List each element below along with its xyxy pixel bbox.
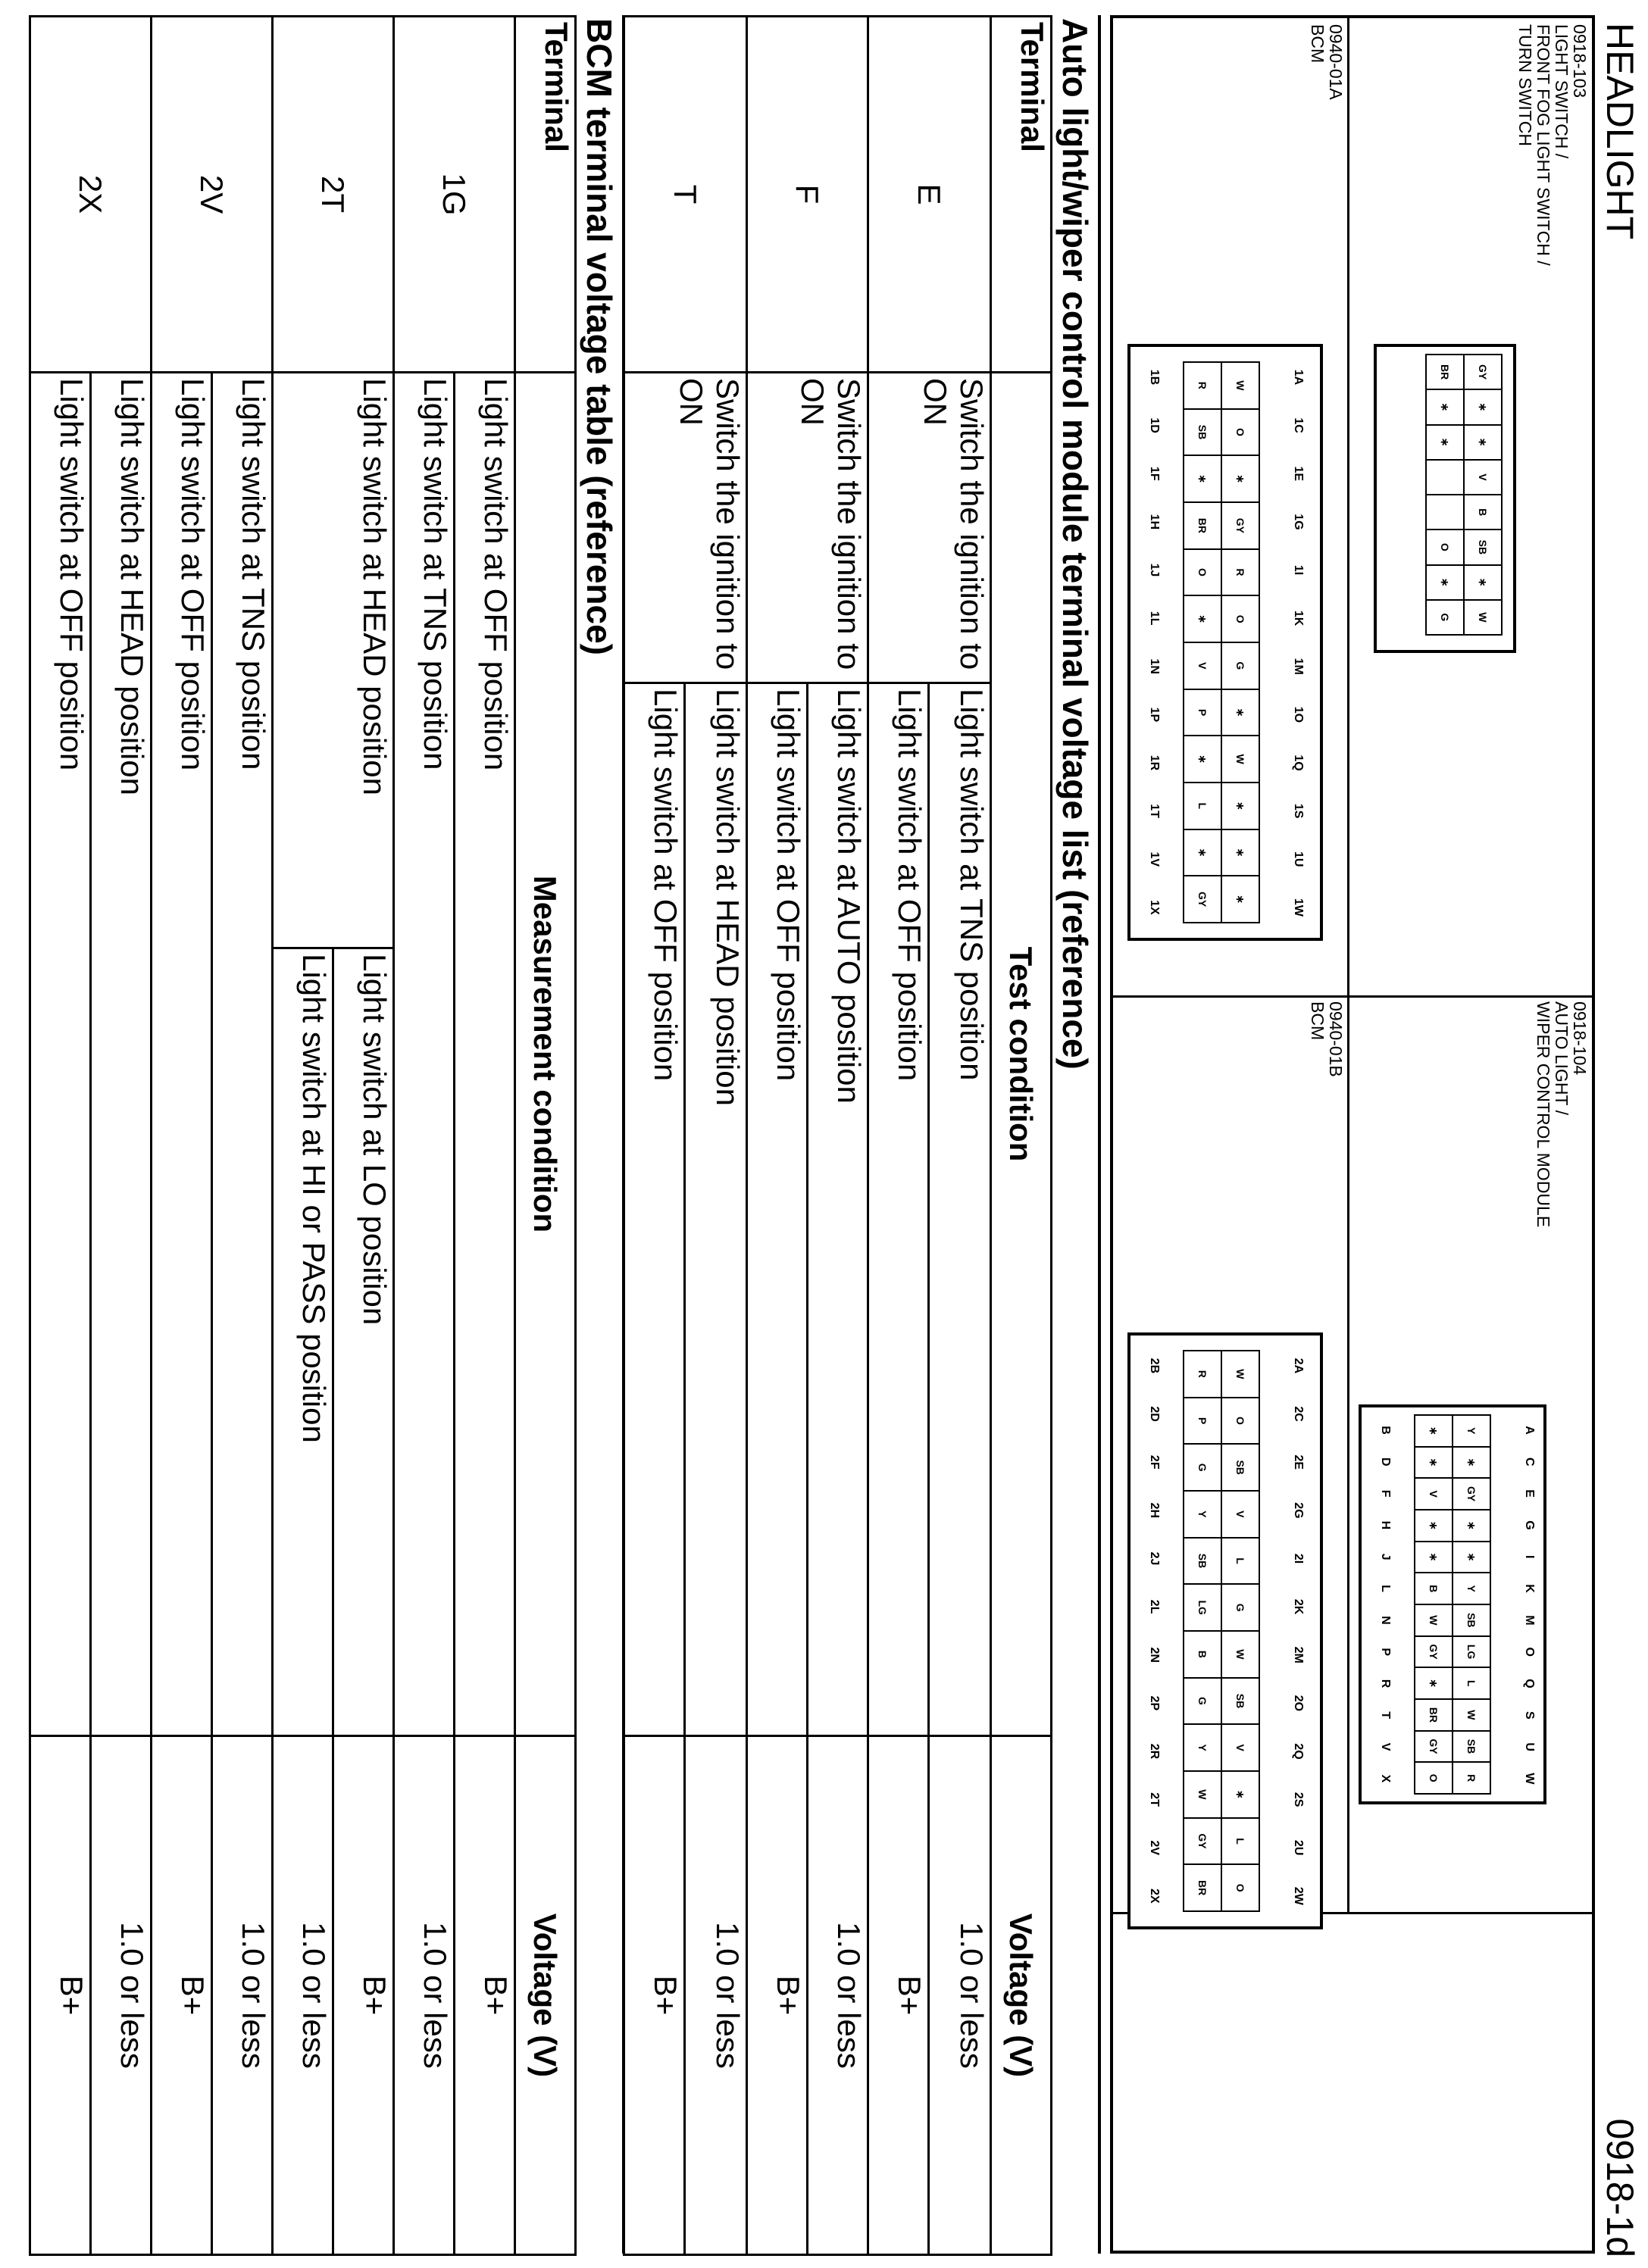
terminal-cavity: ∗	[1183, 735, 1222, 783]
terminal-cavity: V	[1221, 1723, 1260, 1772]
terminal-cavity: Y	[1183, 1723, 1222, 1772]
terminal-cavity: ∗	[1221, 829, 1260, 877]
terminal-cavity: P	[1183, 1397, 1222, 1445]
terminal-cavity: W	[1221, 735, 1260, 783]
terminal-cavity: ∗	[1183, 829, 1222, 877]
auto-light-table	[623, 15, 1052, 2256]
table-row	[333, 17, 394, 2255]
terminal-cavity: ∗	[1463, 424, 1503, 461]
terminal-cavity: P	[1183, 689, 1222, 737]
auto-light-section	[623, 15, 1101, 2254]
terminal-cavity: SB	[1183, 408, 1222, 457]
connector-label-auto-light: 0918-104 AUTO LIGHT / WIPER CONTROL MODULE	[1534, 1001, 1590, 1228]
terminal-cavity: BR	[1183, 1863, 1222, 1912]
terminal-cavity: ∗	[1183, 595, 1222, 643]
terminal-cavity: R	[1183, 1350, 1222, 1398]
bcm-table	[29, 15, 577, 2256]
table-row	[455, 17, 515, 2255]
connector-label-bcm-a: 0940-01A BCM	[1308, 24, 1346, 100]
panel-divider	[1347, 18, 1349, 1912]
condition-cell: Light switch at LO position	[333, 948, 394, 1736]
connector-light-switch	[1374, 344, 1516, 653]
terminal-cavity: V	[1414, 1477, 1453, 1510]
column-header-voltage: Voltage (V)	[991, 1736, 1052, 2255]
voltage-cell: B+	[152, 1736, 212, 2255]
terminal-cavity: SB	[1183, 1537, 1222, 1585]
table-header-row	[515, 17, 576, 2255]
terminal-cavity: ∗	[1425, 564, 1465, 601]
terminal-cavity: ∗	[1414, 1509, 1453, 1542]
voltage-cell: B+	[30, 1736, 91, 2255]
terminal-cavity: ∗	[1463, 389, 1503, 425]
terminal-cavity: GY	[1452, 1477, 1491, 1510]
voltage-cell: 1.0 or less	[273, 1736, 333, 2255]
voltage-cell: 1.0 or less	[91, 1736, 152, 2255]
condition-cell: Light switch at HEAD position	[273, 373, 394, 948]
terminal-cavity: L	[1452, 1667, 1491, 1700]
terminal-cavity: L	[1221, 1537, 1260, 1585]
terminal-cavity: O	[1414, 1761, 1453, 1795]
condition-cell: Switch the ignition to ON	[868, 373, 991, 683]
terminal-cavity: ∗	[1414, 1667, 1453, 1700]
bcm-section	[29, 15, 625, 2254]
condition-cell: Light switch at OFF position	[30, 373, 91, 1736]
connector-bcm-a	[1127, 344, 1323, 941]
terminal-cavity: ∗	[1414, 1541, 1453, 1574]
terminal-cavity: ∗	[1425, 424, 1465, 461]
condition-cell: Light switch at HEAD position	[685, 683, 747, 1736]
terminal-cavity: O	[1221, 1863, 1260, 1912]
pin-row-top: A C E G I K M O Q S U W	[1523, 1426, 1536, 1785]
terminal-cavity: W	[1221, 1350, 1260, 1398]
terminal-grid	[1184, 1351, 1259, 1911]
terminal-cavity: ∗	[1221, 1770, 1260, 1819]
section-title: Auto light/wiper control module terminal voltage list (reference)	[1052, 15, 1101, 2254]
page-code: 0918-1d	[1599, 2118, 1641, 2257]
terminal-cavity: LG	[1183, 1583, 1222, 1632]
terminal-cavity: SB	[1452, 1730, 1491, 1763]
terminal-cavity: GY	[1463, 354, 1503, 390]
terminal-cavity: W	[1414, 1604, 1453, 1637]
voltage-cell: 1.0 or less	[685, 1736, 747, 2255]
terminal-cavity: ∗	[1221, 455, 1260, 503]
terminal-cavity: B	[1183, 1630, 1222, 1679]
terminal-cavity: L	[1221, 1817, 1260, 1866]
terminal-cavity: SB	[1221, 1443, 1260, 1492]
table-row	[212, 17, 273, 2255]
terminal-cavity: B	[1463, 494, 1503, 530]
terminal-cavity: ∗	[1463, 564, 1503, 601]
terminal-cavity: SB	[1452, 1604, 1491, 1637]
terminal-cavity: BR	[1183, 501, 1222, 550]
terminal-cavity: G	[1221, 1583, 1260, 1632]
terminal-grid	[1415, 1415, 1490, 1794]
voltage-cell: 1.0 or less	[929, 1736, 991, 2255]
table-row	[929, 17, 991, 2255]
terminal-cavity: ∗	[1183, 455, 1222, 503]
terminal-cavity: R	[1183, 361, 1222, 410]
condition-cell: Light switch at OFF position	[152, 373, 212, 1736]
terminal-cavity	[1425, 459, 1465, 495]
condition-cell: Switch the ignition to ON	[624, 373, 747, 683]
connector-bcm-b	[1127, 1332, 1323, 1929]
terminal-cavity: G	[1221, 642, 1260, 690]
condition-cell: Light switch at OFF position	[747, 683, 808, 1736]
pin-row-bottom: B D F H J L N P R T V X	[1379, 1426, 1392, 1783]
terminal-cavity: GY	[1183, 875, 1222, 923]
voltage-cell: B+	[333, 1736, 394, 2255]
page-title: HEADLIGHT	[1599, 23, 1641, 240]
terminal-cavity: Y	[1452, 1414, 1491, 1448]
voltage-cell: 1.0 or less	[212, 1736, 273, 2255]
panel-divider	[1113, 995, 1592, 998]
voltage-cell: B+	[624, 1736, 685, 2255]
table-row	[685, 17, 747, 2255]
terminal-cell: E	[868, 17, 991, 373]
terminal-cavity: B	[1414, 1572, 1453, 1605]
terminal-cell: 2T	[273, 17, 394, 373]
condition-cell: Light switch at TNS position	[212, 373, 273, 1736]
terminal-cavity: G	[1425, 599, 1465, 636]
terminal-cavity: GY	[1183, 1817, 1222, 1866]
voltage-cell: B+	[455, 1736, 515, 2255]
condition-cell: Light switch at OFF position	[624, 683, 685, 1736]
terminal-cavity: BR	[1425, 354, 1465, 390]
condition-cell: Light switch at HI or PASS position	[273, 948, 333, 1736]
voltage-cell: 1.0 or less	[808, 1736, 868, 2255]
voltage-cell: 1.0 or less	[394, 1736, 455, 2255]
section-title: BCM terminal voltage table (reference)	[577, 15, 625, 2254]
pin-row-bottom: 1B 1D 1F 1H 1J 1L 1N 1P 1R 1T 1V 1X	[1148, 369, 1161, 915]
terminal-cavity: GY	[1414, 1730, 1453, 1763]
terminal-cell: T	[624, 17, 747, 373]
terminal-cavity: O	[1221, 1397, 1260, 1445]
terminal-cavity: R	[1452, 1761, 1491, 1795]
terminal-cavity: O	[1221, 595, 1260, 643]
terminal-cavity: V	[1183, 642, 1222, 690]
terminal-cavity: BR	[1414, 1698, 1453, 1732]
condition-cell: Light switch at TNS position	[929, 683, 991, 1736]
table-row	[91, 17, 152, 2255]
column-header-terminal: Terminal	[515, 17, 576, 373]
column-header-terminal: Terminal	[991, 17, 1052, 373]
terminal-cavity: ∗	[1221, 875, 1260, 923]
terminal-cavity: SB	[1463, 529, 1503, 565]
terminal-cavity: G	[1183, 1443, 1222, 1492]
terminal-cavity: R	[1221, 548, 1260, 597]
table-row	[808, 17, 868, 2255]
terminal-cavity: ∗	[1221, 689, 1260, 737]
terminal-cell: 2V	[152, 17, 273, 373]
terminal-cavity: W	[1452, 1698, 1491, 1732]
terminal-cavity: L	[1183, 782, 1222, 830]
terminal-grid	[1426, 355, 1502, 635]
terminal-cell: 1G	[394, 17, 515, 373]
connector-panel	[1110, 15, 1595, 2254]
terminal-cavity: GY	[1221, 501, 1260, 550]
terminal-cavity: ∗	[1452, 1541, 1491, 1574]
terminal-cell: 2X	[30, 17, 152, 373]
table-header-row	[991, 17, 1052, 2255]
condition-cell: Light switch at AUTO position	[808, 683, 868, 1736]
terminal-cavity: W	[1463, 599, 1503, 636]
terminal-cavity: ∗	[1221, 782, 1260, 830]
connector-auto-light	[1359, 1404, 1546, 1804]
terminal-cavity: Y	[1452, 1572, 1491, 1605]
terminal-cavity: ∗	[1414, 1446, 1453, 1479]
terminal-cavity: ∗	[1414, 1414, 1453, 1448]
column-header-condition: Measurement condition	[515, 373, 576, 1736]
voltage-cell: B+	[747, 1736, 808, 2255]
connector-label-light-switch: 0918-103 LIGHT SWITCH / FRONT FOG LIGHT SWITCH / TURN SWITCH	[1515, 24, 1590, 266]
terminal-cavity: O	[1183, 548, 1222, 597]
page-header	[1600, 23, 1645, 2257]
terminal-cavity: G	[1183, 1677, 1222, 1726]
terminal-cavity: V	[1221, 1490, 1260, 1539]
condition-cell: Light switch at HEAD position	[91, 373, 152, 1736]
terminal-cavity: W	[1221, 361, 1260, 410]
pin-row-top: 2A 2C 2E 2G 2I 2K 2M 2O 2Q 2S 2U 2W	[1292, 1357, 1305, 1905]
pin-row-top: 1A 1C 1E 1G 1I 1K 1M 1O 1Q 1S 1U 1W	[1292, 369, 1305, 917]
voltage-cell: B+	[868, 1736, 929, 2255]
terminal-cavity: W	[1183, 1770, 1222, 1819]
condition-cell: Switch the ignition to ON	[747, 373, 868, 683]
terminal-cavity: GY	[1414, 1635, 1453, 1669]
terminal-cavity: ∗	[1425, 389, 1465, 425]
condition-cell: Light switch at OFF position	[868, 683, 929, 1736]
pin-row-bottom: 2B 2D 2F 2H 2J 2L 2N 2P 2R 2T 2V 2X	[1148, 1357, 1161, 1904]
condition-cell: Light switch at OFF position	[455, 373, 515, 1736]
terminal-cavity: O	[1425, 529, 1465, 565]
terminal-cavity: LG	[1452, 1635, 1491, 1669]
terminal-cavity	[1425, 494, 1465, 530]
terminal-cell: F	[747, 17, 868, 373]
terminal-cavity: Y	[1183, 1490, 1222, 1539]
column-header-voltage: Voltage (V)	[515, 1736, 576, 2255]
terminal-cavity: ∗	[1452, 1446, 1491, 1479]
terminal-cavity: O	[1221, 408, 1260, 457]
column-header-condition: Test condition	[991, 373, 1052, 1736]
terminal-cavity: V	[1463, 459, 1503, 495]
terminal-grid	[1184, 362, 1259, 923]
condition-cell: Light switch at TNS position	[394, 373, 455, 1736]
terminal-cavity: SB	[1221, 1677, 1260, 1726]
terminal-cavity: W	[1221, 1630, 1260, 1679]
terminal-cavity: ∗	[1452, 1509, 1491, 1542]
connector-label-bcm-b: 0940-01B BCM	[1308, 1001, 1346, 1077]
